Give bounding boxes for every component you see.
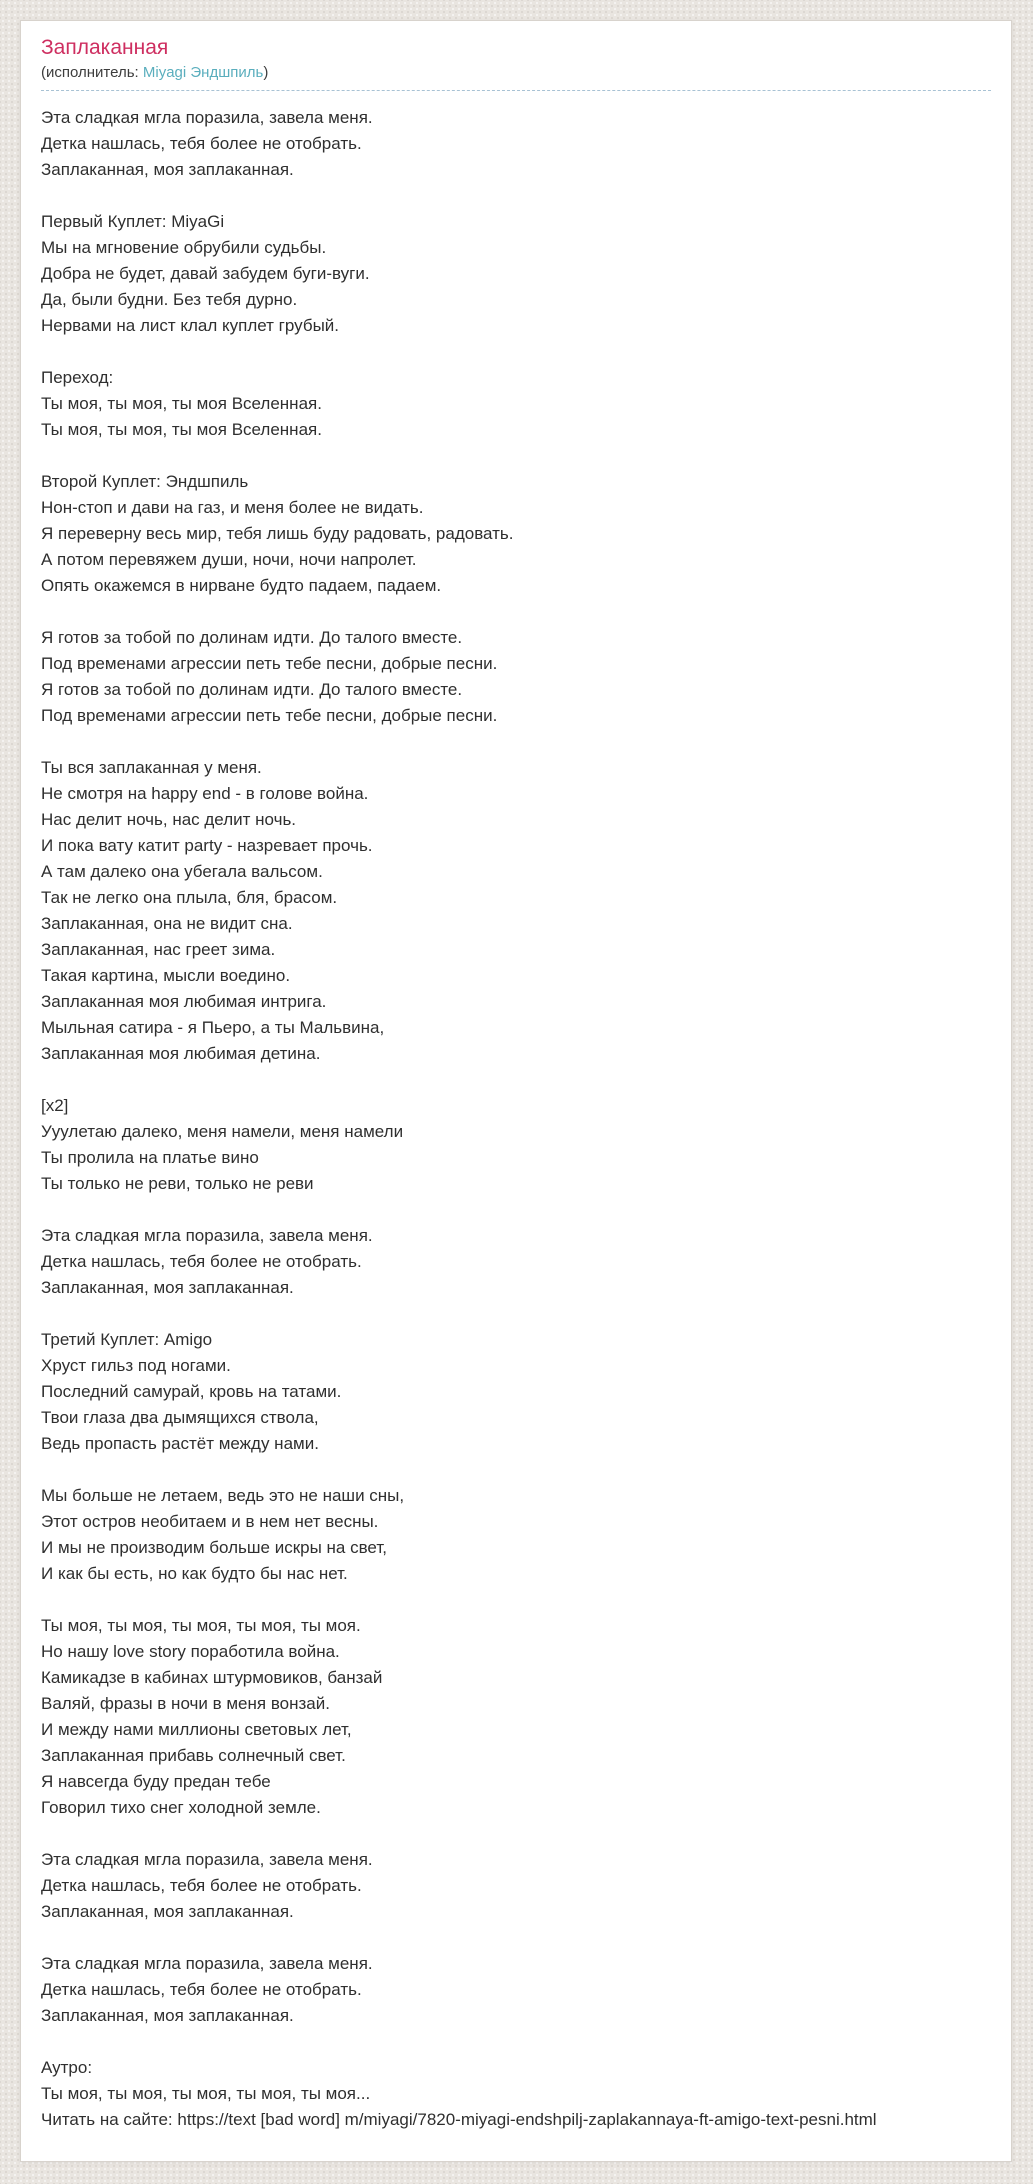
artist-line [41, 62, 991, 83]
lyric-line: Детка нашлась, тебя более не отобрать. [41, 1252, 362, 1271]
lyric-line: Опять окажемся в нирване будто падаем, падаем. [41, 576, 442, 595]
lyric-line: Заплаканная, моя заплаканная. [41, 1902, 294, 1921]
lyric-line: Ты пролила на платье вино [41, 1148, 259, 1167]
lyric-stanza [41, 365, 991, 443]
lyric-line: Под временами агрессии петь тебе песни, добрые песни. [41, 654, 498, 673]
lyric-stanza [41, 1951, 991, 2029]
lyric-line: Да, были будни. Без тебя дурно. [41, 290, 298, 309]
lyric-line: Мыльная сатира - я Пьеро, а ты Мальвина, [41, 1018, 385, 1037]
lyric-line: Нон-стоп и дави на газ, и меня более не видать. [41, 498, 424, 517]
lyric-line: Ты моя, ты моя, ты моя, ты моя, ты моя... [41, 2084, 371, 2103]
lyric-line: А там далеко она убегала вальсом. [41, 862, 323, 881]
lyric-line: И между нами миллионы световых лет, [41, 1720, 352, 1739]
lyric-line: Хруст гильз под ногами. [41, 1356, 231, 1375]
lyric-line: Третий Куплет: Amigo [41, 1330, 213, 1349]
lyric-line: Я готов за тобой по долинам идти. До талого вместе. [41, 628, 463, 647]
lyric-line: Говорил тихо снег холодной земле. [41, 1798, 321, 1817]
lyric-line: И как бы есть, но как будто бы нас нет. [41, 1564, 348, 1583]
lyric-line: Такая картина, мысли воедино. [41, 966, 291, 985]
lyric-line: Ты моя, ты моя, ты моя, ты моя, ты моя. [41, 1616, 361, 1635]
lyric-stanza [41, 1483, 991, 1587]
lyric-line: Эта сладкая мгла поразила, завела меня. [41, 1850, 373, 1869]
lyric-line: Я готов за тобой по долинам идти. До талого вместе. [41, 680, 463, 699]
song-title: Заплаканная [41, 36, 169, 59]
lyric-line: Эта сладкая мгла поразила, завела меня. [41, 1954, 373, 1973]
lyric-line: Заплаканная, моя заплаканная. [41, 2006, 294, 2025]
lyric-line: Так не легко она плыла, бля, брасом. [41, 888, 338, 907]
lyric-stanza [41, 625, 991, 729]
lyric-line: Заплаканная, моя заплаканная. [41, 160, 294, 179]
lyric-line: Ты моя, ты моя, ты моя Вселенная. [41, 420, 322, 439]
lyric-line: И пока вату катит party - назревает прочь. [41, 836, 373, 855]
lyric-stanza [41, 469, 991, 599]
lyric-line: Заплаканная, она не видит сна. [41, 914, 293, 933]
lyric-line: Заплаканная моя любимая интрига. [41, 992, 327, 1011]
lyric-stanza [41, 1223, 991, 1301]
lyric-stanza [41, 755, 991, 1067]
lyric-line: Камикадзе в кабинах штурмовиков, банзай [41, 1668, 383, 1687]
lyric-line: Ты только не реви, только не реви [41, 1174, 314, 1193]
lyric-line: Этот остров необитаем и в нем нет весны. [41, 1512, 379, 1531]
lyric-line: Аутро: [41, 2058, 93, 2077]
lyric-line: Мы больше не летаем, ведь это не наши сны, [41, 1486, 405, 1505]
lyric-line: Первый Куплет: MiyaGi [41, 212, 225, 231]
lyrics-card [20, 20, 1012, 2162]
lyric-line: Но нашу love story поработила война. [41, 1642, 340, 1661]
lyric-line: Детка нашлась, тебя более не отобрать. [41, 1876, 362, 1895]
lyric-line: Не смотря на happy end - в голове война. [41, 784, 369, 803]
lyric-line: А потом перевяжем души, ночи, ночи напролет. [41, 550, 417, 569]
lyric-line: Эта сладкая мгла поразила, завела меня. [41, 108, 373, 127]
lyric-line: Заплаканная моя любимая детина. [41, 1044, 321, 1063]
lyric-line: Нервами на лист клал куплет грубый. [41, 316, 340, 335]
artist-link[interactable]: Miyagi Эндшпиль [142, 64, 264, 81]
lyric-line: Ведь пропасть растёт между нами. [41, 1434, 319, 1453]
lyric-stanza [41, 1093, 991, 1197]
lyric-line: Я навсегда буду предан тебе [41, 1772, 271, 1791]
lyric-stanza [41, 2055, 991, 2107]
lyric-line: Последний самурай, кровь на татами. [41, 1382, 342, 1401]
lyric-line: И мы не производим больше искры на свет, [41, 1538, 387, 1557]
lyric-line: Детка нашлась, тебя более не отобрать. [41, 1980, 362, 1999]
lyric-stanza [41, 1613, 991, 1821]
lyric-line: Нас делит ночь, нас делит ночь. [41, 810, 297, 829]
lyric-line: Второй Куплет: Эндшпиль [41, 472, 249, 491]
lyric-line: Заплаканная, моя заплаканная. [41, 1278, 294, 1297]
lyric-line: Валяй, фразы в ночи в меня вонзай. [41, 1694, 330, 1713]
lyric-line: Добра не будет, давай забудем буги-вуги. [41, 264, 370, 283]
lyric-line: Заплаканная прибавь солнечный свет. [41, 1746, 346, 1765]
lyric-line: Твои глаза два дымящихся ствола, [41, 1408, 319, 1427]
lyric-line: Ууулетаю далеко, меня намели, меня намели [41, 1122, 404, 1141]
lyric-line: [x2] [41, 1096, 69, 1115]
lyric-line: Ты вся заплаканная у меня. [41, 758, 262, 777]
artist-label-prefix: (исполнитель: [41, 64, 143, 81]
lyric-line: Мы на мгновение обрубили судьбы. [41, 238, 327, 257]
lyric-line: Под временами агрессии петь тебе песни, добрые песни. [41, 706, 498, 725]
song-header [41, 34, 991, 91]
lyric-line: Детка нашлась, тебя более не отобрать. [41, 134, 362, 153]
artist-label-suffix: ) [263, 64, 269, 81]
lyric-stanza [41, 1327, 991, 1457]
lyric-stanza [41, 105, 991, 183]
lyric-stanza [41, 209, 991, 339]
lyric-line: Ты моя, ты моя, ты моя Вселенная. [41, 394, 322, 413]
lyric-line: Заплаканная, нас греет зима. [41, 940, 276, 959]
lyric-line: Я переверну весь мир, тебя лишь буду радовать, радовать. [41, 524, 514, 543]
lyric-line: Переход: [41, 368, 114, 387]
lyrics-text [41, 105, 991, 2107]
lyric-line: Эта сладкая мгла поразила, завела меня. [41, 1226, 373, 1245]
source-note: Читать на сайте: https://text [bad word] m/miyagi/7820-miyagi-endshpilj-zaplakannaya-ft-amigo-text-pesni.html [41, 2110, 877, 2129]
lyric-stanza [41, 1847, 991, 1925]
